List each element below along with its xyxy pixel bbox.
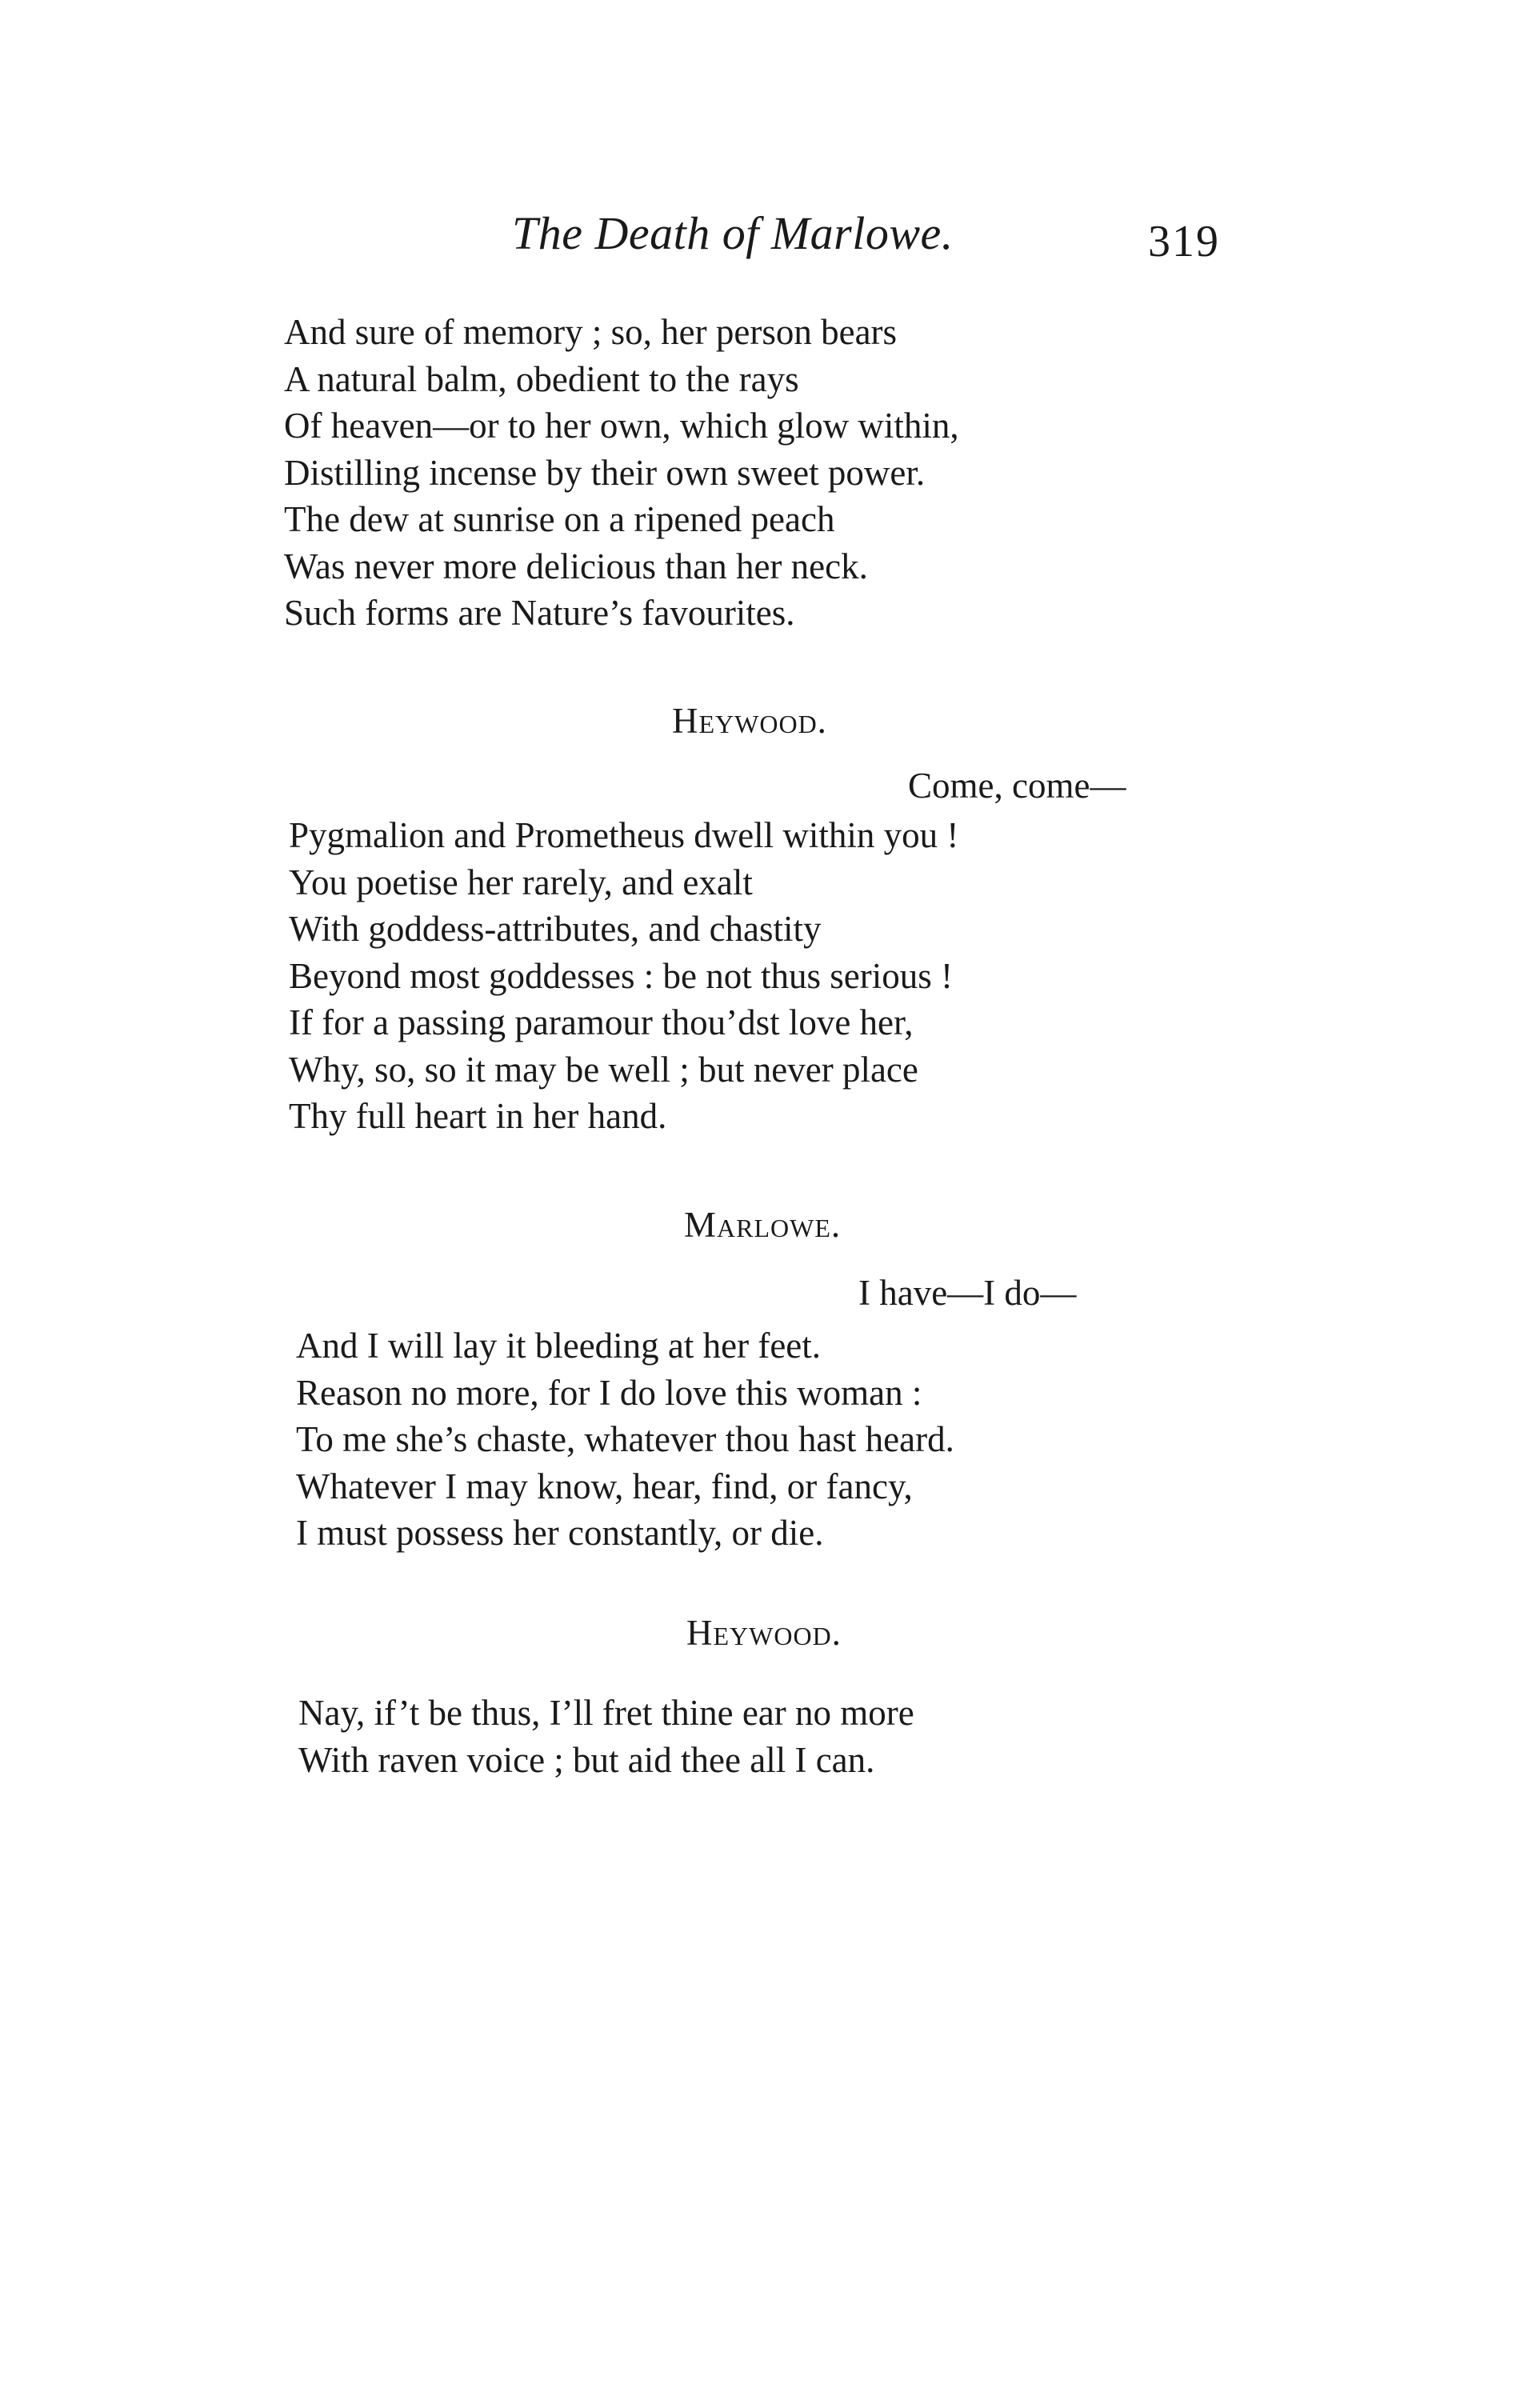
verse-line: With goddess-attributes, and chastity	[289, 909, 822, 949]
verse-line: Distilling incense by their own sweet power.	[284, 452, 926, 493]
verse-line: I must possess her constantly, or die.	[296, 1513, 824, 1553]
verse-line: Pygmalion and Prometheus dwell within you !	[289, 815, 959, 855]
speaker-heading: Heywood.	[672, 701, 827, 741]
opening-verse	[284, 309, 959, 637]
verse-line: Why, so, so it may be well ; but never place	[289, 1049, 918, 1090]
verse-line: You poetise her rarely, and exalt	[289, 862, 753, 902]
verse-half-line: Come, come—	[908, 766, 1126, 806]
page-number: 319	[1148, 217, 1220, 266]
verse-line: Was never more delicious than her neck.	[284, 546, 868, 586]
verse-line: Reason no more, for I do love this woman :	[296, 1372, 922, 1413]
verse-line: Whatever I may know, hear, find, or fancy,	[296, 1466, 913, 1506]
verse-line: And I will lay it bleeding at her feet.	[296, 1326, 822, 1366]
verse-line: With raven voice ; but aid thee all I can.	[298, 1739, 875, 1780]
running-title: The Death of Marlowe.	[512, 207, 954, 259]
speaker-heading: Heywood.	[686, 1613, 842, 1653]
verse-line: Beyond most goddesses : be not thus serious !	[289, 955, 953, 996]
verse-line: A natural balm, obedient to the rays	[284, 358, 799, 399]
speech-marlowe	[296, 1322, 954, 1557]
verse-line: Nay, if’t be thus, I’ll fret thine ear no more	[298, 1693, 914, 1733]
verse-half-line: I have—I do—	[858, 1273, 1077, 1313]
verse-line: If for a passing paramour thou’dst love her,	[289, 1002, 914, 1042]
verse-line: To me she’s chaste, whatever thou hast heard.	[296, 1419, 954, 1459]
speaker-heading: Marlowe.	[684, 1205, 842, 1245]
verse-line: Thy full heart in her hand.	[289, 1096, 667, 1136]
verse-line: Of heaven—or to her own, which glow within,	[284, 406, 959, 446]
verse-line: And sure of memory ; so, her person bears	[284, 312, 898, 352]
speech-heywood-2	[298, 1690, 914, 1783]
verse-line: Such forms are Nature’s favourites.	[284, 593, 795, 633]
speech-heywood	[289, 812, 958, 1140]
verse-line: The dew at sunrise on a ripened peach	[284, 499, 835, 539]
